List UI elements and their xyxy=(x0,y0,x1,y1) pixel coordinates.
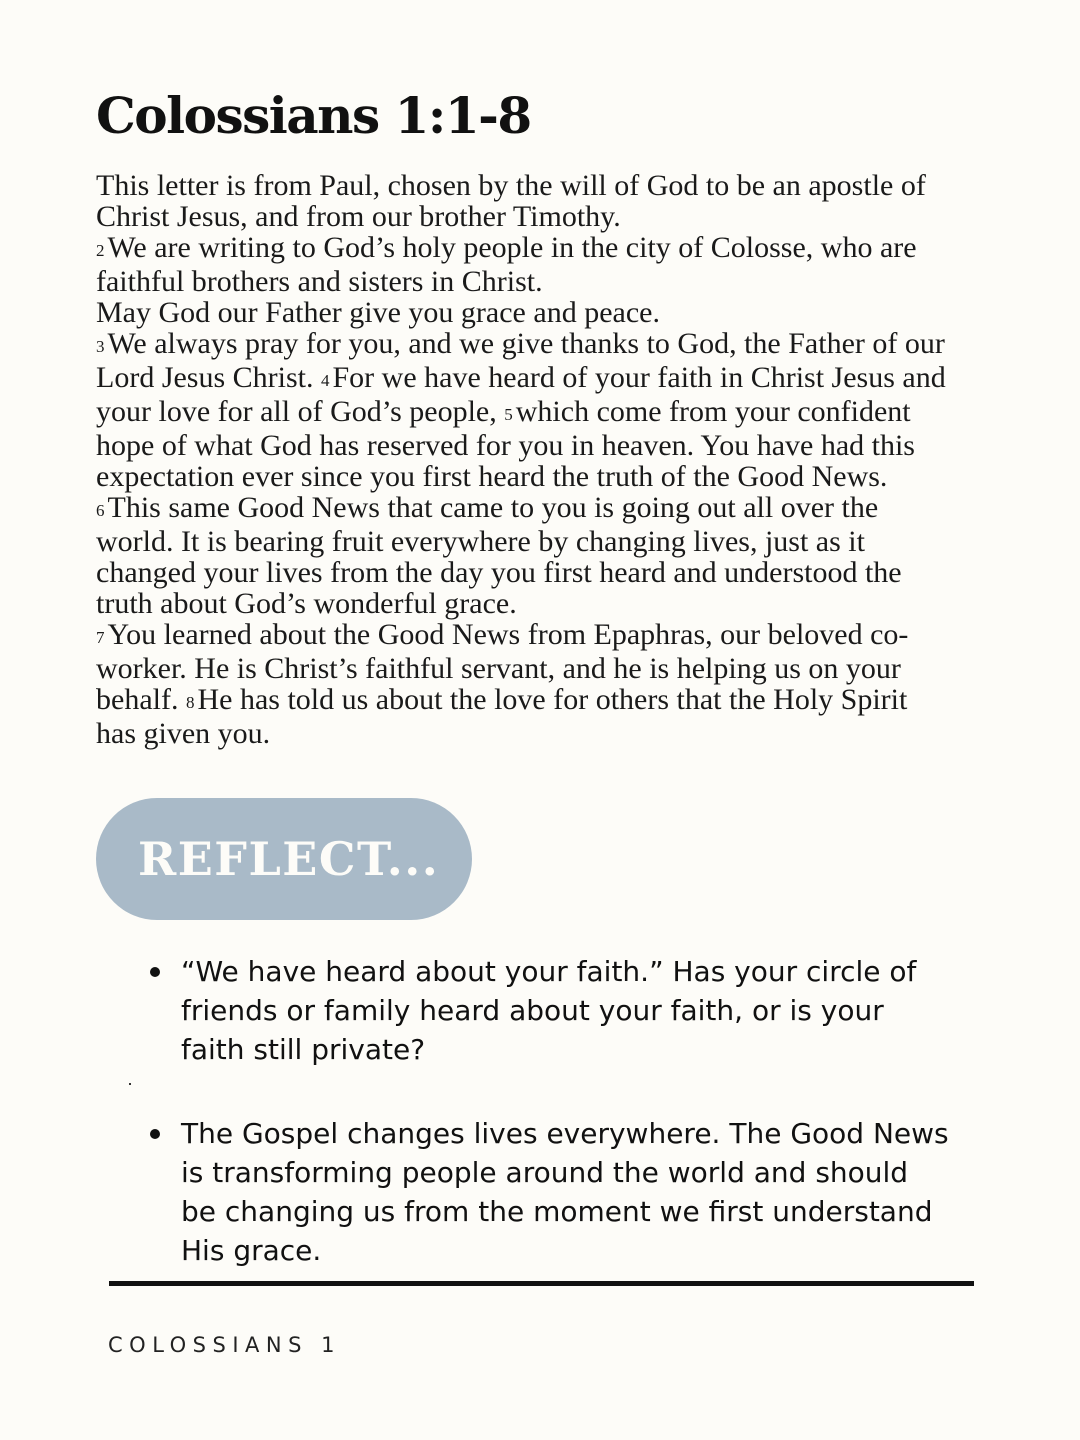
verse-text: behalf. xyxy=(96,683,179,716)
verse-text: hope of what God has reserved for you in heaven. You have had this xyxy=(96,429,915,462)
verse-number: 4 xyxy=(321,371,330,390)
question-line: friends or family heard about your faith, or is your xyxy=(181,994,884,1027)
verse-text: changed your lives from the day you first heard and understood the xyxy=(96,556,902,589)
passage-line xyxy=(96,232,1036,266)
divider xyxy=(109,1281,974,1286)
footer-label: COLOSSIANS 1 xyxy=(108,1333,341,1357)
verse-text: We always pray for you, and we give thanks to God, the Father of our xyxy=(107,327,945,360)
question-line: The Gospel changes lives everywhere. The Good News xyxy=(181,1117,949,1150)
passage-line xyxy=(96,201,1036,232)
passage-line xyxy=(96,718,1036,749)
passage-line xyxy=(96,266,1036,297)
bullet-icon xyxy=(150,967,160,977)
verse-number: 7 xyxy=(96,628,105,647)
passage-line xyxy=(96,557,1036,588)
question-line: His grace. xyxy=(181,1234,322,1267)
verse-number: 3 xyxy=(96,337,105,356)
verse-text: which come from your confident xyxy=(515,395,911,428)
passage-line xyxy=(96,526,1036,557)
page-title: Colossians 1:1-8 xyxy=(96,86,531,145)
verse-text: This letter is from Paul, chosen by the will of God to be an apostle of xyxy=(96,169,926,202)
passage-line xyxy=(96,653,1036,684)
verse-text: For we have heard of your faith in Christ Jesus and xyxy=(332,361,946,394)
verse-text: world. It is bearing fruit everywhere by changing lives, just as it xyxy=(96,525,865,558)
verse-number: 8 xyxy=(185,693,195,712)
verse-text: expectation ever since you first heard the truth of the Good News. xyxy=(96,460,888,493)
scripture-passage xyxy=(96,170,1036,749)
verse-text: He has told us about the love for others that the Holy Spirit xyxy=(197,683,908,716)
bullet-icon xyxy=(150,1129,160,1139)
verse-number: 6 xyxy=(96,501,105,520)
verse-number: 2 xyxy=(96,241,105,260)
verse-text: faithful brothers and sisters in Christ. xyxy=(96,265,543,298)
verse-text: Lord Jesus Christ. xyxy=(96,361,314,394)
verse-text: truth about God’s wonderful grace. xyxy=(96,587,517,620)
reflection-question xyxy=(150,952,1010,1069)
verse-number: 5 xyxy=(504,405,513,424)
verse-text: worker. He is Christ’s faithful servant, and he is helping us on your xyxy=(96,652,901,685)
question-line: faith still private? xyxy=(181,1033,426,1066)
reflection-questions xyxy=(150,952,1010,1270)
verse-text: has given you. xyxy=(96,717,271,750)
verse-text: your love for all of God’s people, xyxy=(96,395,497,428)
stray-dot xyxy=(129,1083,131,1085)
passage-line xyxy=(96,588,1036,619)
verse-text: This same Good News that came to you is going out all over the xyxy=(107,491,879,524)
question-line: “We have heard about your faith.” Has your circle of xyxy=(181,955,917,988)
verse-text: We are writing to God’s holy people in the city of Colosse, who are xyxy=(107,231,917,264)
verse-text: Christ Jesus, and from our brother Timothy. xyxy=(96,200,621,233)
passage-line xyxy=(96,684,1036,718)
passage-line xyxy=(96,328,1036,362)
passage-line xyxy=(96,492,1036,526)
reflect-badge xyxy=(96,798,472,920)
passage-line xyxy=(96,170,1036,201)
passage-line xyxy=(96,362,1036,396)
question-line: be changing us from the moment we first understand xyxy=(181,1195,933,1228)
passage-line xyxy=(96,430,1036,461)
verse-text: May God our Father give you grace and peace. xyxy=(96,296,660,329)
passage-line xyxy=(96,396,1036,430)
verse-text: You learned about the Good News from Epaphras, our beloved co- xyxy=(107,618,909,651)
reflect-label: REFLECT... xyxy=(138,832,440,886)
passage-line xyxy=(96,619,1036,653)
question-line: is transforming people around the world and should xyxy=(181,1156,909,1189)
passage-line xyxy=(96,297,1036,328)
passage-line xyxy=(96,461,1036,492)
reflection-question xyxy=(150,1114,1010,1270)
